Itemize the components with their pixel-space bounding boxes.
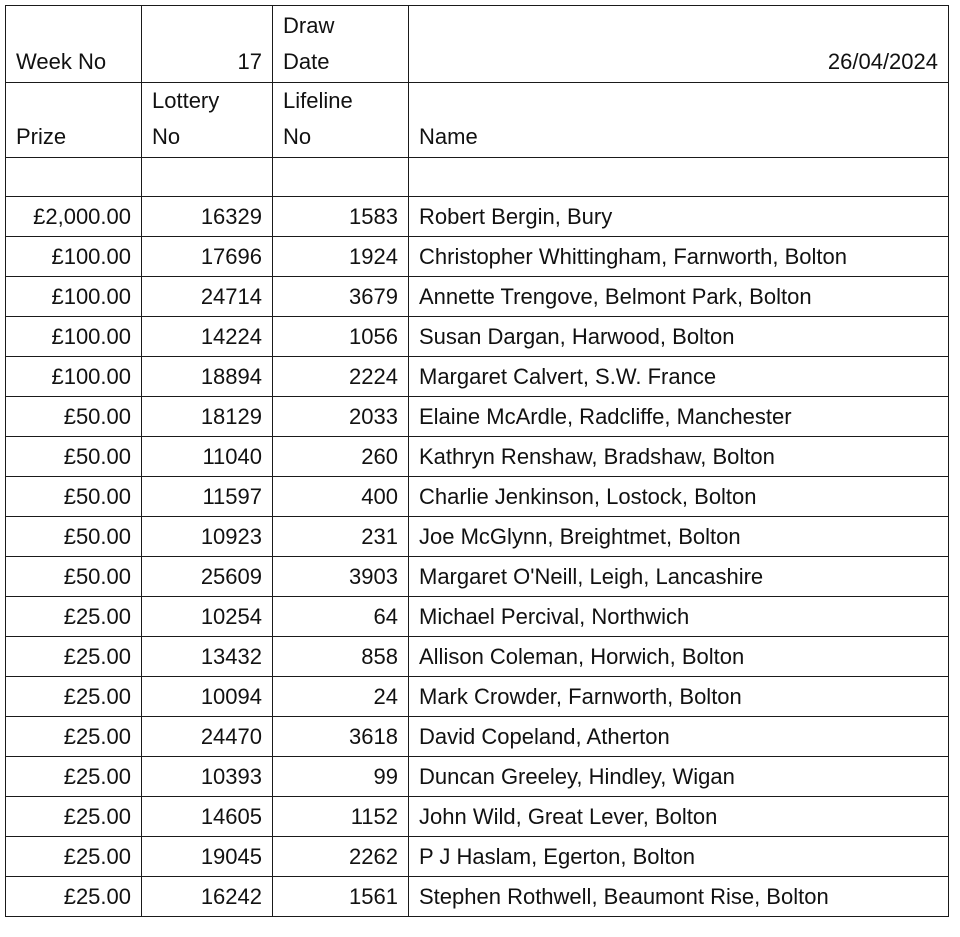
winner-name-cell: Margaret O'Neill, Leigh, Lancashire	[409, 557, 949, 597]
lifeline-no-header-line1: Lifeline	[283, 88, 353, 113]
column-header-row	[6, 83, 949, 158]
lottery-no-cell: 10254	[142, 597, 273, 637]
winner-name-cell: Mark Crowder, Farnworth, Bolton	[409, 677, 949, 717]
winner-name-cell: Susan Dargan, Harwood, Bolton	[409, 317, 949, 357]
prize-cell: £2,000.00	[6, 197, 142, 237]
winner-row	[6, 437, 949, 477]
winner-row	[6, 317, 949, 357]
lottery-no-cell: 17696	[142, 237, 273, 277]
lifeline-no-cell: 231	[273, 517, 409, 557]
week-label: Week No	[6, 6, 142, 83]
lottery-no-cell: 25609	[142, 557, 273, 597]
lifeline-no-header-line2: No	[283, 124, 312, 149]
blank-cell	[142, 158, 273, 197]
prize-cell: £25.00	[6, 837, 142, 877]
winner-name-cell: Elaine McArdle, Radcliffe, Manchester	[409, 397, 949, 437]
lifeline-no-cell: 2224	[273, 357, 409, 397]
lottery-no-header-line2: No	[152, 124, 181, 149]
prize-cell: £50.00	[6, 477, 142, 517]
winner-row	[6, 717, 949, 757]
name-column-header: Name	[409, 83, 949, 158]
lottery-no-cell: 14605	[142, 797, 273, 837]
winner-name-cell: David Copeland, Atherton	[409, 717, 949, 757]
lottery-no-cell: 18129	[142, 397, 273, 437]
winner-name-cell: Joe McGlynn, Breightmet, Bolton	[409, 517, 949, 557]
winner-name-cell: P J Haslam, Egerton, Bolton	[409, 837, 949, 877]
prize-cell: £25.00	[6, 877, 142, 917]
winner-name-cell: Michael Percival, Northwich	[409, 597, 949, 637]
prize-cell: £100.00	[6, 277, 142, 317]
lifeline-no-cell: 1056	[273, 317, 409, 357]
lifeline-no-cell: 99	[273, 757, 409, 797]
blank-cell	[6, 158, 142, 197]
lifeline-no-cell: 400	[273, 477, 409, 517]
lifeline-no-cell: 1561	[273, 877, 409, 917]
lottery-no-cell: 11597	[142, 477, 273, 517]
blank-cell	[409, 158, 949, 197]
lottery-no-cell: 10094	[142, 677, 273, 717]
winner-name-cell: John Wild, Great Lever, Bolton	[409, 797, 949, 837]
lifeline-no-cell: 3618	[273, 717, 409, 757]
lottery-no-header-line1: Lottery	[152, 88, 220, 113]
winner-name-cell: Annette Trengove, Belmont Park, Bolton	[409, 277, 949, 317]
winner-name-cell: Kathryn Renshaw, Bradshaw, Bolton	[409, 437, 949, 477]
lottery-no-cell: 24470	[142, 717, 273, 757]
blank-cell	[273, 158, 409, 197]
winner-row	[6, 357, 949, 397]
winner-row	[6, 237, 949, 277]
lottery-no-cell: 10923	[142, 517, 273, 557]
winner-name-cell: Margaret Calvert, S.W. France	[409, 357, 949, 397]
winner-row	[6, 757, 949, 797]
winner-row	[6, 797, 949, 837]
prize-cell: £25.00	[6, 597, 142, 637]
prize-cell: £25.00	[6, 677, 142, 717]
lottery-no-cell: 16329	[142, 197, 273, 237]
prize-cell: £50.00	[6, 437, 142, 477]
winner-row	[6, 837, 949, 877]
lottery-no-cell: 19045	[142, 837, 273, 877]
prize-cell: £25.00	[6, 797, 142, 837]
lifeline-no-cell: 2033	[273, 397, 409, 437]
lifeline-no-cell: 858	[273, 637, 409, 677]
winner-name-cell: Christopher Whittingham, Farnworth, Bolton	[409, 237, 949, 277]
winner-name-cell: Allison Coleman, Horwich, Bolton	[409, 637, 949, 677]
lifeline-no-cell: 24	[273, 677, 409, 717]
prize-cell: £100.00	[6, 237, 142, 277]
winner-name-cell: Stephen Rothwell, Beaumont Rise, Bolton	[409, 877, 949, 917]
winner-row	[6, 277, 949, 317]
winner-name-cell: Robert Bergin, Bury	[409, 197, 949, 237]
draw-date-label	[273, 6, 409, 83]
winners-table	[5, 5, 949, 917]
lottery-no-cell: 24714	[142, 277, 273, 317]
winner-row	[6, 557, 949, 597]
winner-row	[6, 197, 949, 237]
lifeline-no-cell: 64	[273, 597, 409, 637]
lottery-no-cell: 18894	[142, 357, 273, 397]
prize-column-header: Prize	[6, 83, 142, 158]
lifeline-no-cell: 2262	[273, 837, 409, 877]
prize-cell: £50.00	[6, 397, 142, 437]
lottery-no-cell: 10393	[142, 757, 273, 797]
winner-row	[6, 397, 949, 437]
lifeline-no-cell: 1152	[273, 797, 409, 837]
lottery-no-cell: 16242	[142, 877, 273, 917]
winner-name-cell: Duncan Greeley, Hindley, Wigan	[409, 757, 949, 797]
winner-name-cell: Charlie Jenkinson, Lostock, Bolton	[409, 477, 949, 517]
prize-cell: £50.00	[6, 557, 142, 597]
lifeline-no-cell: 1924	[273, 237, 409, 277]
prize-cell: £25.00	[6, 757, 142, 797]
lifeline-no-cell: 260	[273, 437, 409, 477]
winners-table-body	[6, 6, 949, 917]
draw-date-label-line1: Draw	[283, 13, 335, 38]
lottery-no-column-header	[142, 83, 273, 158]
winner-row	[6, 877, 949, 917]
blank-row	[6, 158, 949, 197]
winner-row	[6, 637, 949, 677]
draw-date-value: 26/04/2024	[409, 6, 949, 83]
prize-cell: £25.00	[6, 637, 142, 677]
lottery-no-cell: 11040	[142, 437, 273, 477]
lifeline-no-column-header	[273, 83, 409, 158]
prize-cell: £25.00	[6, 717, 142, 757]
week-number: 17	[142, 6, 273, 83]
lifeline-no-cell: 1583	[273, 197, 409, 237]
winner-row	[6, 677, 949, 717]
prize-cell: £50.00	[6, 517, 142, 557]
prize-cell: £100.00	[6, 357, 142, 397]
draw-info-row	[6, 6, 949, 83]
prize-cell: £100.00	[6, 317, 142, 357]
winner-row	[6, 597, 949, 637]
lifeline-no-cell: 3903	[273, 557, 409, 597]
lottery-no-cell: 14224	[142, 317, 273, 357]
lifeline-no-cell: 3679	[273, 277, 409, 317]
lottery-no-cell: 13432	[142, 637, 273, 677]
winner-row	[6, 477, 949, 517]
winner-row	[6, 517, 949, 557]
draw-date-label-line2: Date	[283, 49, 330, 74]
